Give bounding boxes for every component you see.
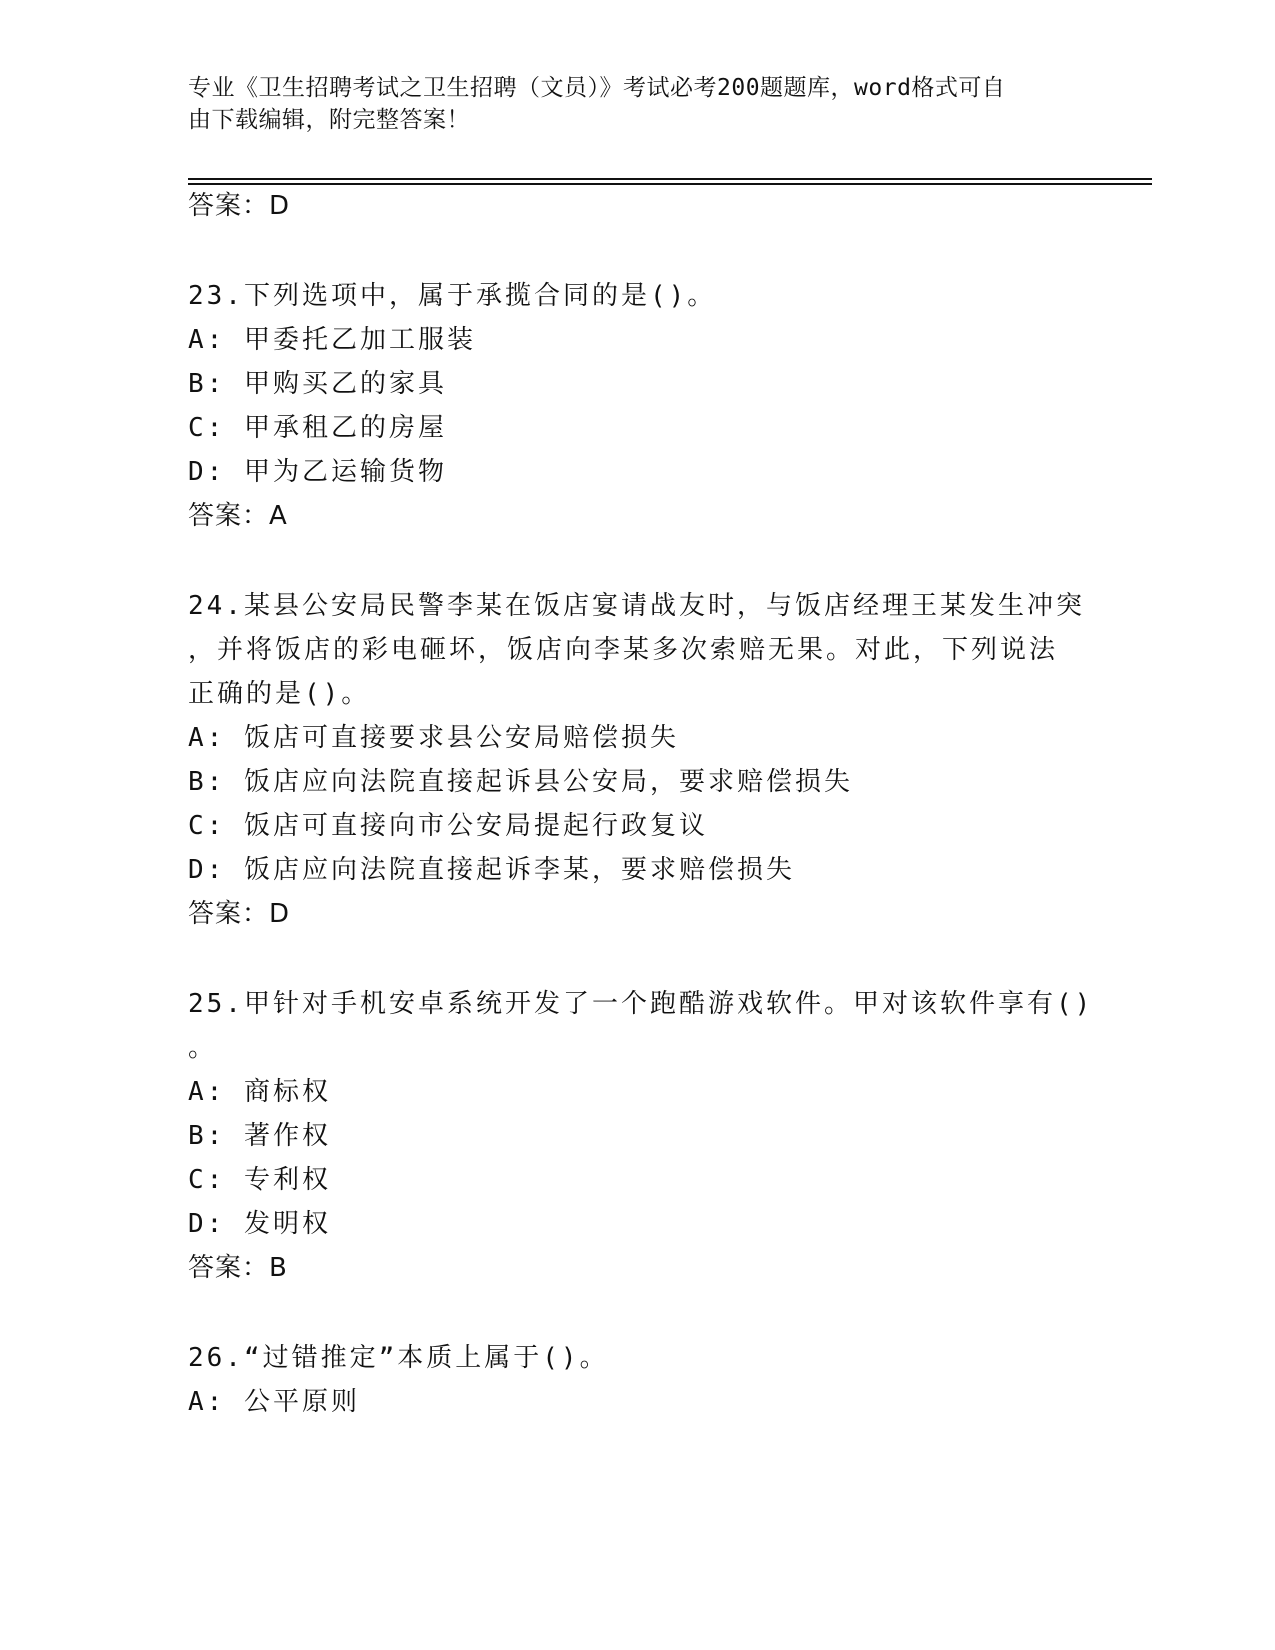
question-24-stem-line-2: ，并将饭店的彩电砸坏，饭店向李某多次索赔无果。对此，下列说法 — [188, 635, 1059, 665]
question-25-option-c: C: 专利权 — [188, 1165, 331, 1195]
answer-25: 答案：B — [188, 1253, 288, 1283]
header-line-1: 专业《卫生招聘考试之卫生招聘（文员）》考试必考200题题库，word格式可自 — [188, 75, 1006, 101]
question-23-option-b: B: 甲购买乙的家具 — [188, 369, 447, 399]
answer-22: 答案：D — [188, 191, 291, 221]
question-24-option-b: B: 饭店应向法院直接起诉县公安局，要求赔偿损失 — [188, 767, 853, 797]
question-24-option-d: D: 饭店应向法院直接起诉李某，要求赔偿损失 — [188, 855, 795, 885]
question-24-option-c: C: 饭店可直接向市公安局提起行政复议 — [188, 811, 708, 841]
answer-23: 答案：A — [188, 501, 288, 531]
document-header — [188, 72, 1088, 136]
question-24-option-a: A: 饭店可直接要求县公安局赔偿损失 — [188, 723, 679, 753]
question-24-stem-line-1: 24.某县公安局民警李某在饭店宴请战友时，与饭店经理王某发生冲突 — [188, 591, 1085, 621]
question-25-option-d: D: 发明权 — [188, 1209, 331, 1239]
answer-24: 答案：D — [188, 899, 291, 929]
question-25-option-a: A: 商标权 — [188, 1077, 331, 1107]
question-26-stem: 26.“过错推定”本质上属于()。 — [188, 1343, 609, 1373]
question-24-stem-line-3: 正确的是()。 — [188, 679, 371, 709]
question-25-option-b: B: 著作权 — [188, 1121, 331, 1151]
question-26-option-a: A: 公平原则 — [188, 1387, 360, 1417]
question-23-stem: 23.下列选项中，属于承揽合同的是()。 — [188, 281, 717, 311]
header-divider-bottom — [188, 183, 1152, 185]
question-23-option-c: C: 甲承租乙的房屋 — [188, 413, 447, 443]
header-line-2: 由下载编辑，附完整答案！ — [188, 107, 470, 133]
question-25-stem-line-2: 。 — [188, 1033, 218, 1063]
header-divider-top — [188, 178, 1152, 180]
question-25-stem-line-1: 25.甲针对手机安卓系统开发了一个跑酷游戏软件。甲对该软件享有() — [188, 989, 1094, 1019]
question-23-option-a: A: 甲委托乙加工服装 — [188, 325, 476, 355]
question-23-option-d: D: 甲为乙运输货物 — [188, 457, 447, 487]
